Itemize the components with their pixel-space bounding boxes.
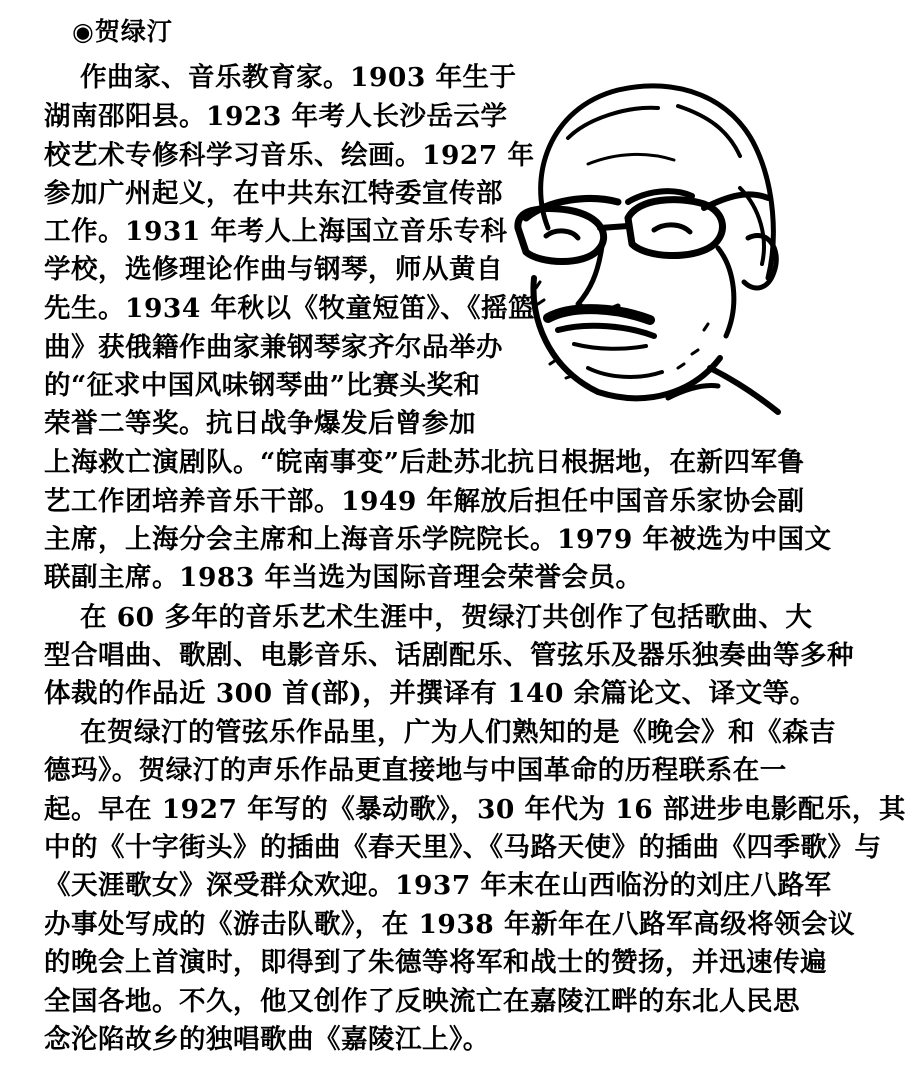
- text-line: 全国各地。不久，他又创作了反映流亡在嘉陵江畔的东北人民思: [44, 986, 800, 1017]
- text-line: 在 60 多年的音乐艺术生涯中，贺绿汀共创作了包括歌曲、大: [80, 602, 813, 633]
- text-line: 德玛》。贺绿汀的声乐作品更直接地与中国革命的历程联系在一: [44, 755, 787, 786]
- text-line: 学校，选修理论作曲与钢琴，师从黄自: [44, 254, 503, 285]
- portrait-illustration: [478, 68, 796, 414]
- text-line: 办事处写成的《游击队歌》，在 1938 年新年在八路军高级将领会议: [44, 909, 855, 940]
- text-line: 上海救亡演剧队。“皖南事变”后赴苏北抗日根据地，在新四军鲁: [44, 447, 805, 478]
- text-line: 主席，上海分会主席和上海音乐学院院长。1979 年被选为中国文: [44, 524, 832, 555]
- text-line: 中的《十字街头》的插曲《春天里》、《马路天使》的插曲《四季歌》与: [44, 832, 882, 863]
- text-line: 联副主席。1983 年当选为国际音理会荣誉会员。: [44, 562, 643, 593]
- text-line: 的“征求中国风味钢琴曲”比赛头奖和: [44, 370, 481, 401]
- text-line: 先生。1934 年秋以《牧童短笛》、《摇篮: [44, 293, 535, 324]
- text-line: 念沦陷故乡的独唱歌曲《嘉陵江上》。: [44, 1024, 490, 1055]
- text-line: 《天涯歌女》深受群众欢迎。1937 年末在山西临汾的刘庄八路军: [44, 870, 832, 901]
- text-line: 型合唱曲、歌剧、电影音乐、话剧配乐、管弦乐及器乐独奏曲等多种: [44, 640, 854, 671]
- text-line: 曲》获俄籍作曲家兼钢琴家齐尔品举办: [44, 332, 503, 363]
- section-heading: ◉贺绿汀: [72, 17, 173, 46]
- text-line: 艺工作团培养音乐干部。1949 年解放后担任中国音乐家协会副: [44, 486, 805, 517]
- text-line: 工作。1931 年考人上海国立音乐专科: [44, 216, 508, 247]
- text-line: 体裁的作品近 300 首(部)，并撰译有 140 余篇论文、译文等。: [44, 678, 817, 709]
- text-line: 湖南邵阳县。1923 年考人长沙岳云学: [44, 101, 508, 132]
- text-line: 参加广州起义，在中共东江特委宣传部: [44, 178, 503, 209]
- text-line: 校艺术专修科学习音乐、绘画。1927 年: [44, 140, 535, 171]
- text-line: 在贺绿汀的管弦乐作品里，广为人们熟知的是《晚会》和《森吉: [80, 717, 836, 748]
- text-line: 起。早在 1927 年写的《暴动歌》，30 年代为 16 部进步电影配乐，其: [44, 794, 906, 825]
- text-line: 作曲家、音乐教育家。1903 年生于: [80, 62, 517, 93]
- text-line: 荣誉二等奖。抗日战争爆发后曾参加: [44, 408, 476, 439]
- text-line: 的晚会上首演时，即得到了朱德等将军和战士的赞扬，并迅速传遍: [44, 947, 827, 978]
